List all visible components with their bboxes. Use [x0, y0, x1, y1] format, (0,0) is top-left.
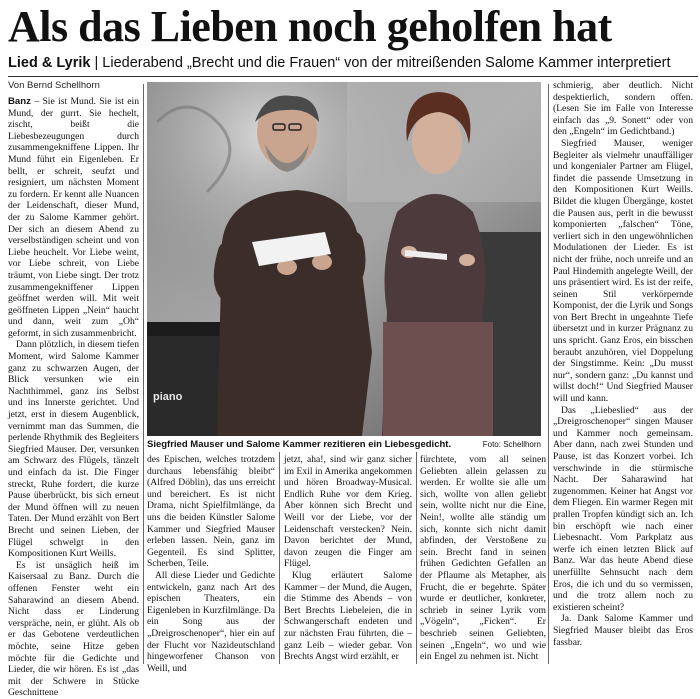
- paragraph: Es ist unsäglich heiß im Kaisersaal zu Banz. Durch die offenen Fenster weht ein Saharawind an diesem Abend. Nicht dass er Linderung verspräche, nein, er glüht. Als ob er das Gebotene verdeutlichen möchte, seine Hitze geben möchte für die Gedichte und Lieder, die wir hören. Es ist „das mit der Schwere in Stücke Geschnittene: [8, 559, 139, 699]
- paragraph: Das „Liebeslied“ aus der „Dreigroschenoper“ singen Mauser und Kammer noch gemeinsam. Aber dann, nach zwei Stunden und Pause, ist das Konzert vorbei. Ich verschwinde in die stürmische Nacht. Der Saharawind hat zugenommen. Keiner hat Angst vor dem Fliegen. Ein warmer Regen mit prallen Tropfen kündigt sich an. Ich bin erschöpft wie nach einer Liebesnacht. Vom Parkplatz aus werfe ich einen letzten Blick auf Banz. War das heute Abend diese unerfüllte Sehnsucht nach dem Eros, die ich und du so vermissen, und die trotz allem noch zu existieren scheint?: [553, 404, 693, 613]
- article-column-2: [147, 454, 275, 674]
- article-photo: [147, 82, 541, 436]
- caption-text: Siegfried Mauser und Salome Kammer rezitieren ein Liebesgedicht.: [147, 439, 452, 450]
- column-divider: [279, 452, 280, 664]
- header-rule: [8, 76, 698, 77]
- photo-credit: Foto: Schellhorn: [482, 440, 541, 449]
- dateline: Banz: [8, 96, 31, 107]
- paragraph: des Epischen, welches trotzdem durchaus lebensfähig bleibt“ (Alfred Döblin), das uns erreicht und bereichert. Es ist nicht Drama, nicht Spielfilmlänge, da uns die beiden Künstler Salome Kammer und Siegfried Mauser erleben lassen. Nein, ganz im Gegenteil. Es sind Splitter, Scherben, Teile.: [147, 454, 275, 570]
- paragraph: Banz – Sie ist Mund. Sie ist ein Mund, der gurrt. Sie hechelt, zischt, beißt die Liebesbezeugungen durch zusammengekniffene Lippen. Ihr Mund führt ein Eigenleben. Er bellt, er schreit, seufzt und resigniert, um nächsten Moment zu fordern. Er kennt alle Nuancen der Leidenschaft, dieser Mund, der zu Salome Kammer gehört. Der sich an diesem Abend zu verselbständigen scheint und von Liebe heuchelt. Vor Liebe weint, vor Liebe schreit, von Liebe träumt, von Liebe singt. Der trotz zusammengekniffener Lippen geöffnet werden will. Mit weit geöffneten Lippen „Nein“ haucht und dann, weit zum „Oh“ geformt, in sich zusammenbricht.: [8, 96, 139, 339]
- paragraph: jetzt, aha!, sind wir ganz sicher im Exil in Amerika angekommen und hören Broadway-Musical. Endlich Ruhe vor dem Krieg. Aber können sich Brecht und Weill vor der Liebe, vor der Leidenschaft verstecken? Nein. Davon berichtet der Mund, davon zeugen die Finger am Flügel.: [284, 454, 412, 570]
- article-column-1: [8, 96, 139, 699]
- photo-caption: [147, 439, 541, 451]
- piano-brand-label: piano: [153, 391, 183, 403]
- photo-illustration: [147, 82, 541, 436]
- subheadline-text: Liederabend „Brecht und die Frauen“ von der mitreißenden Salome Kammer interpretiert: [102, 55, 671, 71]
- article-column-5: [553, 80, 693, 666]
- paragraph: schmierig, aber deutlich. Nicht despektierlich, sondern offen. (Lesen Sie im Falle von Interesse einfach das „9. Sonett“ oder von den „Engeln“ im Gedichtband.): [553, 80, 693, 138]
- paragraph: fürchtete, vom all seinen Geliebten allein gelassen zu werden. Er wollte sie alle um sich, wollte von allen geliebt sein, wollte nicht nur die Eine, Nein!, wollte alle ständig um sich, konnte sich nicht damit abfinden, der Verstoßene zu sein. Brecht fand in seinen frühen Gedichten Gefallen an der Pflaume als Metapher, als Frucht, die er begehrte. Später wurde er deutlicher, konkreter, schrieb in seiner Lyrik vom „Vögeln“, „Ficken“. Er beschrieb seinen Geliebten, seinen „Engeln“, wo und wie ein Engel zu nehmen ist. Nicht: [420, 454, 546, 663]
- paragraph: Dann plötzlich, in diesem tiefen Moment, wird Salome Kammer ganz zu schwarzen Augen, der Blick versunken wie ein Nachthimmel, ganz ins Selbst und ins Innerste gerichtet. Und jetzt, erst in diesem Augenblick, vernimmt man das Summen, die perlende Rhythmik des Begleiters Siegfried Mauser. Der, versunken am Schwarz des Flügels, tänzelt und einfach da ist. Die Finger streckt, Ruhe fordert, die kurze Pause überbrückt, bis sich erneut der Mund öffnen will zu neuen Taten. Der Mund erzählt von Bert Brecht und seinen Lieben, der Flügel schwelgt in den Kompositionen Kurt Weills.: [8, 339, 139, 560]
- column-divider: [548, 84, 549, 664]
- subheadline: [8, 54, 698, 72]
- paragraph: Siegfried Mauser, weniger Begleiter als vielmehr unauffälliger und kongenialer Partner am Flügel, findet die passende Umsetzung in den Kompositionen Kurt Weills. Bildet die klugen Übergänge, kostet die Pausen aus, perlt in die bewusst komponierten „falschen“ Töne, verliert sich in den ungewöhnlichen Modulationen der Lieder. Es ist nicht der frühe, noch unreife und an Paul Hindemith angelegte Weill, der uns präsentiert wird. Es ist der reife, seinen Stil verkörpernde Komponist, der die Lyrik und Songs von Bert Brecht in ungeahnte Tiefe übersetzt und in kurzer Prägnanz zu uns spricht. Ganz Eros, ein bisschen beraubt anzuhören, viel Doppelung der Singstimme. Kein: „Du musst nur“, sondern ganz: „Du kannst und willst doch!“ Und Siegfried Mauser will und kann.: [553, 137, 693, 405]
- paragraph: All diese Lieder und Gedichte entwickeln, ganz nach Art des epischen Theaters, ein Eigenleben in Kurzfilmlänge. Da ein Song aus der „Dreigroschenoper“, hier ein auf der Flucht vor Nazideutschland hingeworfener Chanson von Weill, und: [147, 569, 275, 674]
- headline: Als das Lieben noch geholfen hat: [8, 2, 612, 51]
- kicker-separator: |: [90, 55, 103, 71]
- paragraph: Ja. Dank Salome Kammer und Siegfried Mauser bleibt das Eros fassbar.: [553, 613, 693, 648]
- article-column-4: [420, 454, 546, 666]
- column-divider: [143, 84, 144, 664]
- kicker: Lied & Lyrik: [8, 55, 91, 71]
- paragraph: Klug erläutert Salome Kammer – der Mund, die Augen, die Stimme des Abends – von Bert Brechts Liebeleien, die in Schwangerschaft endeten und zur nächsten Frau führten, die – ganz Leib – wieder gebar. Von Brechts Angst wird erzählt, er: [284, 569, 412, 663]
- article-column-3: [284, 454, 412, 666]
- column-divider: [416, 452, 417, 664]
- byline: Von Bernd Schellhorn: [8, 80, 100, 91]
